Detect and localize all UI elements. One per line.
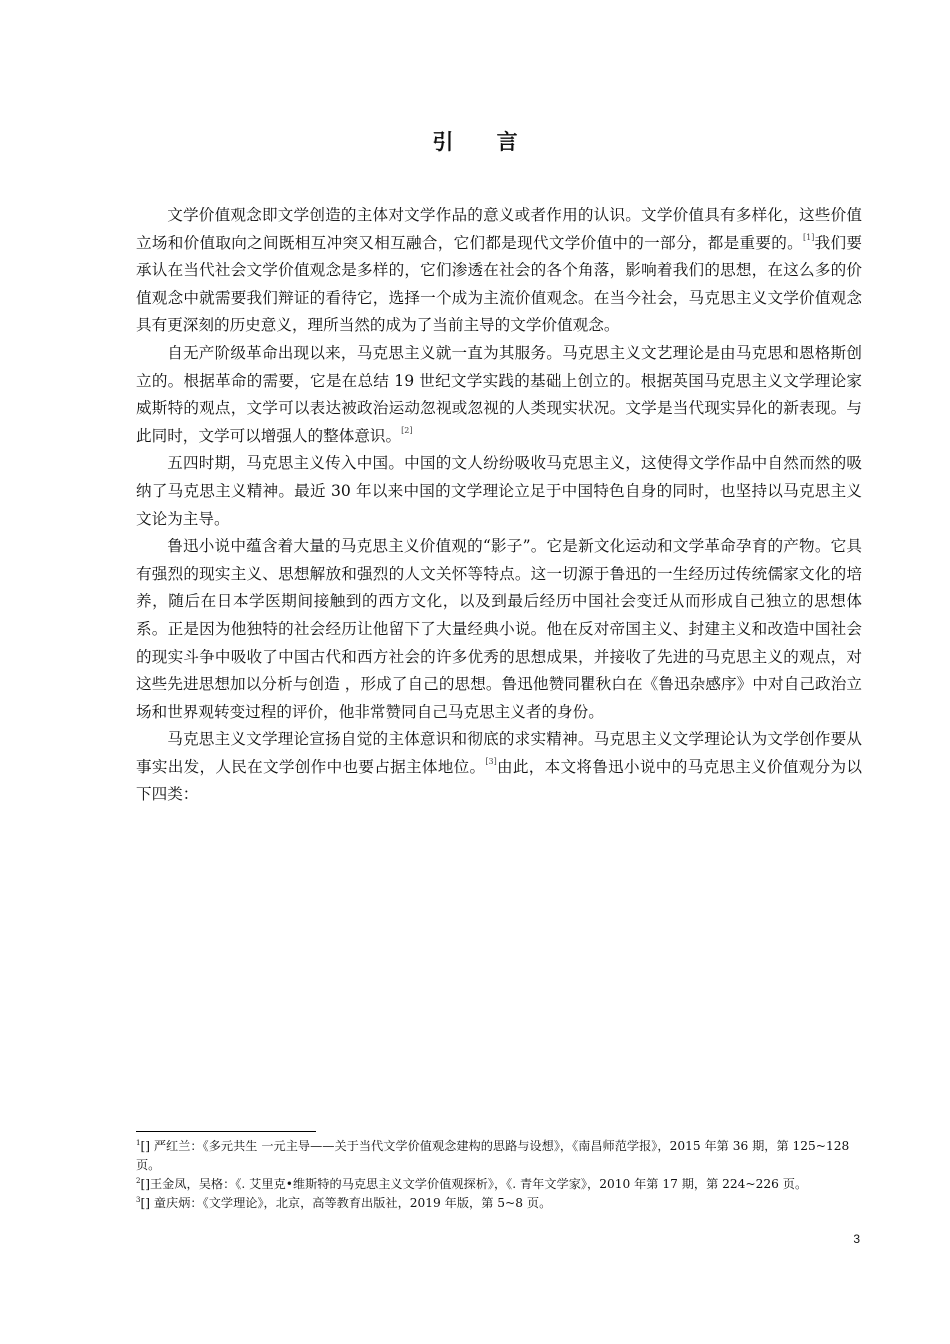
footnote-marker: 2 [136, 1177, 141, 1185]
footnote [136, 1175, 862, 1194]
citation-marker: [2] [401, 425, 413, 435]
paragraph-text: 由此，本文将鲁迅小说中的马克思主义价值观分为以下四类： [136, 757, 862, 804]
footnote-text: [] 严红兰：《多元共生 一元主导——关于当代文学价值观念建构的思路与设想》，《南昌师范学报》，2015 年第 36 期，第 125~128 页。 [136, 1139, 850, 1172]
footnote-marker: 1 [136, 1139, 141, 1147]
footnote [136, 1194, 862, 1213]
paragraph-4 [136, 533, 862, 726]
paragraph-text: 鲁迅小说中蕴含着大量的马克思主义价值观的“影子”。它是新文化运动和文学革命孕育的产物。它具有强烈的现实主义、思想解放和强烈的人文关怀等特点。这一切源于鲁迅的一生经历过传统儒家文化的培养，随后在日本学医期间接触到的西方文化，以及到最后经历中国社会变迁从而形成自己独立的思想体系。正是因为他独特的社会经历让他留下了大量经典小说。他在反对帝国主义、封建主义和改造中国社会的现实斗争中吸收了中国古代和西方社会的许多优秀的思想成果，并接收了先进的马克思主义的观点，对这些先进思想加以分析与创造 ，形成了自己的思想。鲁迅他赞同瞿秋白在《鲁迅杂感序》中对自己政治立场和世界观转变过程的评价，他非常赞同自己马克思主义者的身份。 [136, 537, 862, 721]
paragraph-1 [136, 202, 862, 340]
paragraph-5 [136, 726, 862, 809]
footnote-marker: 3 [136, 1196, 141, 1204]
citation-marker: [3] [485, 756, 497, 766]
page-number: 3 [853, 1232, 860, 1246]
page-title: 引 言 [432, 130, 536, 154]
paragraph-text: 自无产阶级革命出现以来，马克思主义就一直为其服务。马克思主义文艺理论是由马克思和恩格斯创立的。根据革命的需要，它是在总结 19 世纪文学实践的基础上创立的。根据英国马克思主义文学理论家威斯特的观点，文学可以表达被政治运动忽视或忽视的人类现实状况。文学是当代现实异化的新表现。与此同时，文学可以增强人的整体意识。 [136, 343, 862, 445]
paragraph-text: 我们要承认在当代社会文学价值观念是多样的，它们渗透在社会的各个角落，影响着我们的思想，在这么多的价值观念中就需要我们辩证的看待它，选择一个成为主流价值观念。在当今社会，马克思主义文学价值观念具有更深刻的历史意义，理所当然的成为了当前主导的文学价值观念。 [136, 233, 862, 335]
body-text [136, 202, 862, 809]
citation-marker: [1] [802, 232, 815, 242]
paragraph-text: 五四时期，马克思主义传入中国。中国的文人纷纷吸收马克思主义，这使得文学作品中自然而然的吸纳了马克思主义精神。最近 30 年以来中国的文学理论立足于中国特色自身的同时，也坚持以马克思主义文论为主导。 [136, 454, 862, 528]
footnotes [136, 1137, 862, 1213]
footnote-text: [] 童庆炳：《文学理论》，北京，高等教育出版社，2019 年版，第 5~8 页。 [140, 1196, 552, 1210]
paragraph-2 [136, 340, 862, 450]
footnote-separator [136, 1131, 316, 1132]
paragraph-text: 马克思主义文学理论宣扬自觉的主体意识和彻底的求实精神。马克思主义文学理论认为文学创作要从事实出发，人民在文学创作中也要占据主体地位。 [136, 730, 862, 776]
footnote [136, 1137, 862, 1175]
paragraph-3 [136, 450, 862, 533]
paragraph-text: 文学价值观念即文学创造的主体对文学作品的意义或者作用的认识。文学价值具有多样化，这些价值立场和价值取向之间既相互冲突又相互融合，它们都是现代文学价值中的一部分，都是重要的。 [136, 206, 862, 252]
footnote-text: []王金凤，吴格：《. 艾里克•维斯特的马克思主义文学价值观探析》，《. 青年文学家》，2010 年第 17 期，第 224~226 页。 [140, 1177, 808, 1191]
